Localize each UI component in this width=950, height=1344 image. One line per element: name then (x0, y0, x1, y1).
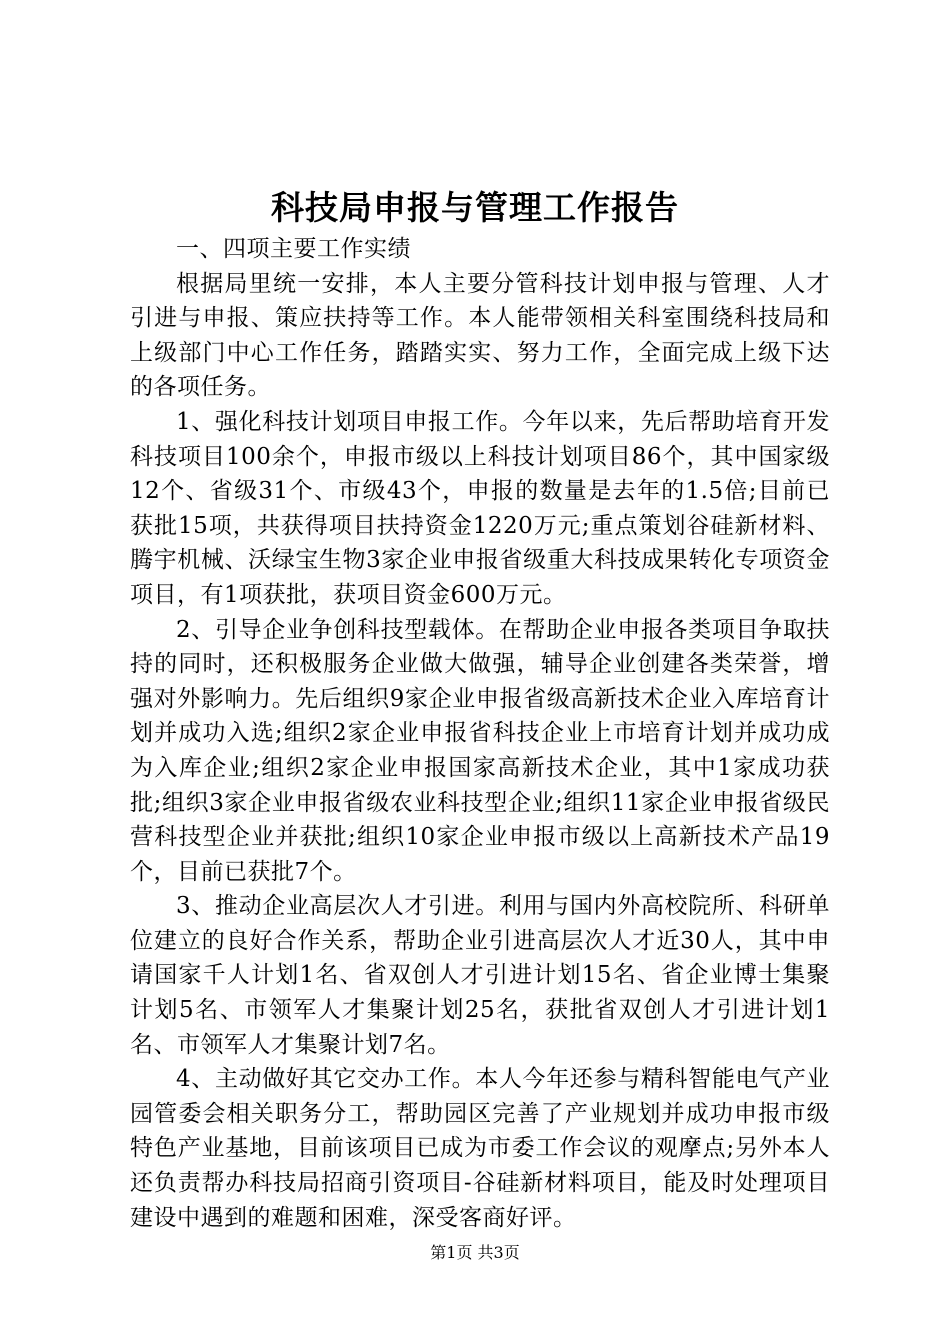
body-paragraph: 根据局里统一安排，本人主要分管科技计划申报与管理、人才引进与申报、策应扶持等工作。本人能带领相关科室围绕科技局和上级部门中心工作任务，踏踏实实、努力工作，全面完成上级下达的各项任务。 (130, 270, 830, 401)
body-paragraph: 2、引导企业争创科技型载体。在帮助企业申报各类项目争取扶持的同时，还积极服务企业做大做强，辅导企业创建各类荣誉，增强对外影响力。先后组织9家企业申报省级高新技术企业入库培育计划并成功入选;组织2家企业申报省科技企业上市培育计划并成功成为入库企业;组织2家企业申报国家高新技术企业，其中1家成功获批;组织3家企业申报省级农业科技型企业;组织11家企业申报省级民营科技型企业并获批;组织10家企业申报市级以上高新技术产品19个，目前已获批7个。 (130, 616, 830, 885)
document-body (130, 232, 830, 1235)
page-footer: 第1页 共3页 (430, 1243, 520, 1262)
section-heading: 一、四项主要工作实绩 (176, 236, 411, 262)
body-paragraph: 3、推动企业高层次人才引进。利用与国内外高校院所、科研单位建立的良好合作关系，帮助企业引进高层次人才近30人，其中申请国家千人计划1名、省双创人才引进计划15名、省企业博士集聚计划5名、市领军人才集聚计划25名，获批省双创人才引进计划1名、市领军人才集聚计划7名。 (130, 893, 830, 1058)
page-title: 科技局申报与管理工作报告 (271, 188, 679, 227)
body-paragraph: 1、强化科技计划项目申报工作。今年以来，先后帮助培育开发科技项目100余个，申报市级以上科技计划项目86个，其中国家级12个、省级31个、市级43个，申报的数量是去年的1.5倍;目前已获批15项，共获得项目扶持资金1220万元;重点策划谷硅新材料、腾宇机械、沃绿宝生物3家企业申报省级重大科技成果转化专项资金项目，有1项获批，获项目资金600万元。 (130, 408, 830, 608)
body-paragraph: 4、主动做好其它交办工作。本人今年还参与精科智能电气产业园管委会相关职务分工，帮助园区完善了产业规划并成功申报市级特色产业基地，目前该项目已成为市委工作会议的观摩点;另外本人还负责帮办科技局招商引资项目-谷硅新材料项目，能及时处理项目建设中遇到的难题和困难，深受客商好评。 (130, 1066, 830, 1231)
